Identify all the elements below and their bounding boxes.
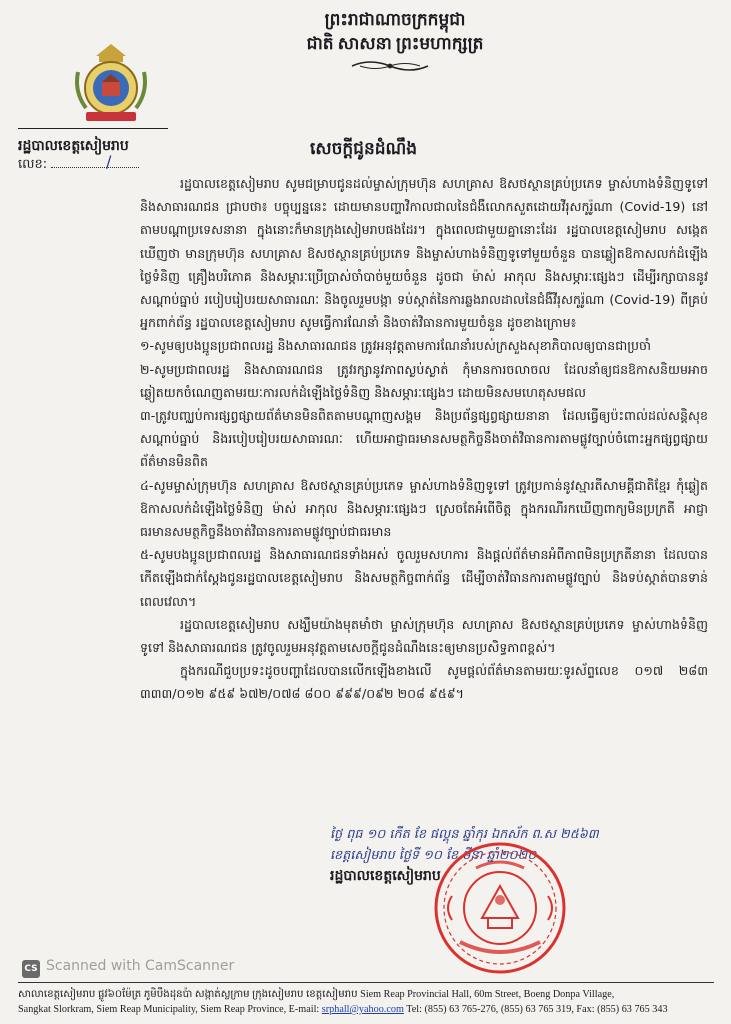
provincial-emblem-icon: [72, 42, 150, 126]
footer-address: សាលាខេត្តសៀមរាប ផ្លូវ៦០ម៉ែត្រ ភូមិបឹងដុនប៉ា សង្កាត់ស្លក្រាម ក្រុងសៀមរាប ខេត្តសៀមរាប Siem Reap Provincial Hall, 60m Street, Boeng Donpa Village,: [18, 989, 615, 1000]
flourish-divider-icon: [350, 58, 430, 74]
footer-line2: Sangkat Slorkram, Siem Reap Municipality, Siem Reap Province, E-mail:: [18, 1004, 320, 1015]
handwritten-tick-icon: /: [106, 152, 112, 171]
number-dotted-field: [51, 157, 139, 168]
document-number: [18, 152, 139, 175]
kingdom-line1: ព្រះរាជាណាចក្រកម្ពុជា: [324, 10, 466, 29]
lunar-date: ថ្ងៃ ពុធ ១០ កើត ខែ ផល្គុន ឆ្នាំកុរ ឯកស័ក ព.ស ២៥៦៣: [330, 827, 599, 842]
footer-divider: [18, 982, 714, 983]
camscanner-badge-icon: CS: [22, 960, 40, 978]
document-body: [140, 172, 708, 706]
contact-paragraph: ក្នុងករណីជួបប្រទះដូចបញ្ហាដែលបានលើកឡើងខាងលើ សូមផ្តល់ព័ត៌មានតាមរយៈទូរស័ព្ទលេខ ០១៧ ២៨៣ ៣៣៣/០១២ ៩៥៩ ៦៧២/០៧៨ ៨០០ ៩៩៩/០៩២ ២០៨ ៩៥៩។: [140, 663, 708, 702]
list-item: ៣-ត្រូវបញ្ឈប់ការផ្សព្វផ្សាយព័ត៌មានមិនពិតតាមបណ្តាញសង្គម និងប្រព័ន្ធផ្សព្វផ្សាយនានា ដែលធ្វើឲ្យប៉ះពាល់ដល់សន្តិសុខ សណ្តាប់ធ្នាប់ និងរបៀបរៀបរយសាធារណៈ ហើយអាជ្ញាធរមានសមត្ថកិច្ចនឹងចាត់វិធានការតាមផ្លូវច្បាប់ចំពោះអ្នកផ្សព្វផ្សាយព័ត៌មានមិនពិត: [140, 408, 708, 470]
closing-paragraph: រដ្ឋបាលខេត្តសៀមរាប សង្ឃឹមយ៉ាងមុតមាំថា ម្ចាស់ក្រុមហ៊ុន សហគ្រាស ឱសថស្ថានគ្រប់ប្រភេទ ម្ចាស់ហាងទំនិញទូទៅ និងសាធារណជន ត្រូវចូលរួមអនុវត្តតាមសេចក្តីជូនដំណឹងនេះឲ្យមានប្រសិទ្ធភាពខ្ពស់។: [140, 616, 708, 656]
footer-phones: Tel: (855) 63 765-276, (855) 63 765 319, Fax: (855) 63 765 343: [406, 1004, 668, 1015]
scanned-watermark: Scanned with CamScanner: [46, 958, 235, 974]
intro-paragraph: រដ្ឋបាលខេត្តសៀមរាប សូមជម្រាបជូនដល់ម្ចាស់ក្រុមហ៊ុន សហគ្រាស ឱសថស្ថានគ្រប់ប្រភេទ ម្ចាស់ហាងទំនិញទូទៅ និងសាធារណជន ជ្រាបថា៖ បច្ចុប្បន្ននេះ ដោយមានបញ្ហាវិកាលជាលនៃជំងឺលោកសួតដោយវីរុសកូរ៉ូណា (Covid-19) នៅតាមបណ្តាប្រទេសនានា ក្នុងនោះក៏មានក្រុងសៀមរាបផងដែរ។ ក្នុងពេលជាមួយគ្នានោះដែរ រដ្ឋបាលខេត្តសៀមរាប សង្កេតឃើញថា មានក្រុមហ៊ុន សហគ្រាស ឱសថស្ថានគ្រប់ប្រភេទ និងម្ចាស់ហាងទំនិញទូទៅមួយចំនួន បានឆ្លៀតឱកាសលក់ដំឡើងថ្លៃទំនិញ គ្រឿងបរិភោគ និងសម្ភារៈប្រើប្រាស់ចាំបាច់មួយចំនួន ដូចជា ម៉ាស់ អាកុល និងសម្ភារៈផ្សេងៗ ដើម្បីរក្សាបាននូវសណ្តាប់ធ្នាប់ របៀបរៀបរយសាធារណៈ និងចូលរួមបង្កា ទប់ស្កាត់នៃការឆ្លងរាលដាលនៃជំងឺវីរុសកូរ៉ូណា (Covid-19) ពីគ្រប់អ្នកពាក់ព័ន្ធ រដ្ឋបាលខេត្តសៀមរាប សូមធ្វើការណែនាំ និងចាត់វិធានការមួយចំនួន ដូចខាងក្រោម៖: [140, 176, 708, 331]
list-item: ៤-សូមម្ចាស់ក្រុមហ៊ុន សហគ្រាស ឱសថស្ថានគ្រប់ប្រភេទ ម្ចាស់ហាងទំនិញទូទៅ ត្រូវប្រកាន់នូវស្មារតីសាមគ្គីជាតិខ្មែរ កុំឆ្លៀតឱកាសលក់ដំឡើងថ្លៃទំនិញ ម៉ាស់ អាកុល និងសម្ភារៈផ្សេងៗ ស្រេចតែអំពើចិត្ត ក្នុងករណីរកឃើញពាក្យមិនប្រក្រតី អាជ្ញាធរមានសមត្ថកិច្ចនឹងចាត់វិធានការតាមផ្លូវច្បាប់ជាធរមាន: [140, 477, 708, 540]
kingdom-header: [250, 8, 540, 56]
official-seal-icon: [430, 838, 570, 978]
list-item: ៥-សូមបងប្អូនប្រជាពលរដ្ឋ និងសាធារណជនទាំងអស់ ចូលរួមសហការ និងផ្តល់ព័ត៌មានអំពីភាពមិនប្រក្រតីនានា ដែលបានកើតឡើងជាក់ស្តែងជូនរដ្ឋបាលខេត្តសៀមរាប និងសមត្ថកិច្ចពាក់ព័ន្ធ ដើម្បីចាត់វិធានការតាមផ្លូវច្បាប់ និងទប់ស្កាត់បានទាន់ពេលវេលា។: [140, 547, 708, 609]
emblem-underline: [18, 128, 168, 129]
admin-name: រដ្ឋបាលខេត្តសៀមរាប: [18, 138, 129, 154]
number-label: លេខ:: [18, 157, 48, 172]
footer-email: srphall@yahoo.com: [321, 1004, 404, 1015]
signatory-title: រដ្ឋបាលខេត្តសៀមរាប: [330, 868, 441, 884]
kingdom-line2: ជាតិ សាសនា ព្រះមហាក្សត្រ: [306, 34, 484, 53]
footer-contact-line: [18, 1002, 718, 1017]
document-title: សេចក្តីជូនដំណឹង: [310, 139, 418, 158]
solar-date: ខេត្តសៀមរាប ថ្ងៃទី ១០ ខែ មីនា ឆ្នាំ២០២០: [330, 848, 537, 863]
list-item: ១-សូមឲ្យបងប្អូនប្រជាពលរដ្ឋ និងសាធារណជន ត្រូវអនុវត្តតាមការណែនាំរបស់ក្រសួងសុខាភិបាលឲ្យបានជាប្រចាំ: [140, 338, 652, 354]
list-item: ២-សូមប្រជាពលរដ្ឋ និងសាធារណជន ត្រូវរក្សានូវភាពស្ងប់ស្ងាត់ កុំមានការចលាចល ដែលនាំឲ្យជនឱកាសនិយមអាចឆ្លៀតយកចំណេញតាមរយៈការលក់ដំឡើងថ្លៃទំនិញ និងសម្ភារៈផ្សេងៗ ដោយមិនសមហេតុសមផល: [140, 361, 708, 400]
footer: [18, 987, 718, 1017]
